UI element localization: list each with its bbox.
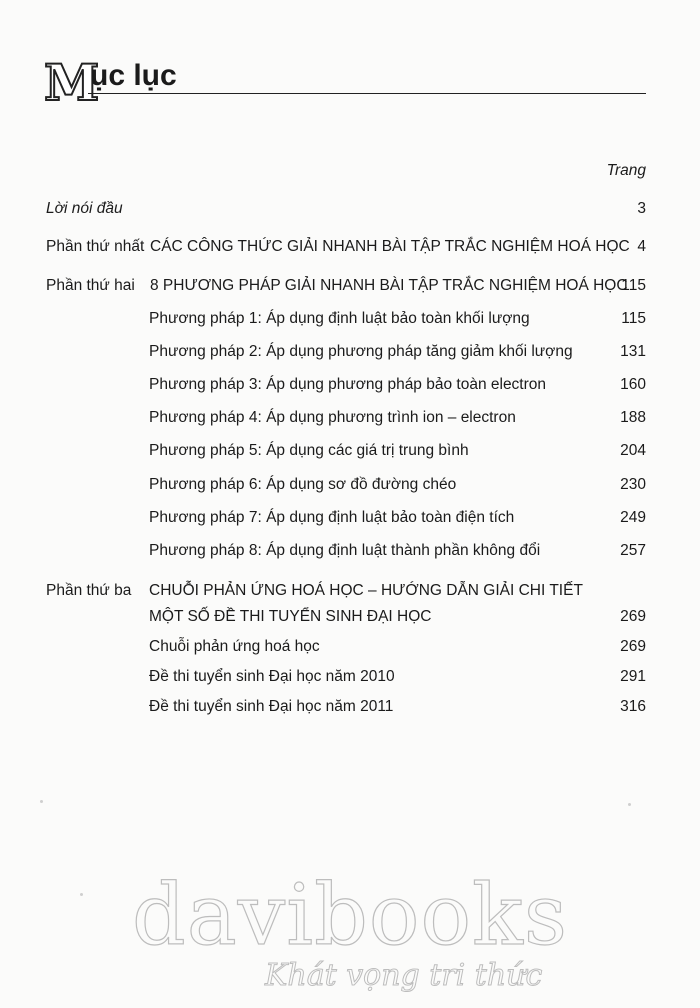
page-column-label: Trang <box>606 162 646 179</box>
toc-subentry[interactable] <box>0 506 700 530</box>
page-number: 115 <box>621 310 646 327</box>
toc-entry-part1[interactable] <box>0 235 700 259</box>
page-number: 3 <box>637 200 646 217</box>
page-number: 230 <box>620 476 646 493</box>
part-title-line1: CHUỖI PHẢN ỨNG HOÁ HỌC – HƯỚNG DẪN GIẢI CHI TIẾT <box>149 582 583 599</box>
page-number: 291 <box>620 668 646 685</box>
subentry-title: Phương pháp 1: Áp dụng định luật bảo toàn khối lượng <box>149 310 530 327</box>
subentry-title: Phương pháp 6: Áp dụng sơ đồ đường chéo <box>149 476 457 493</box>
toc-subentry[interactable] <box>0 695 700 719</box>
part-label: Phần thứ hai <box>46 277 135 294</box>
page-number: 131 <box>620 343 646 360</box>
subentry-title: Đề thi tuyển sinh Đại học năm 2010 <box>149 668 395 685</box>
part-title: CÁC CÔNG THỨC GIẢI NHANH BÀI TẬP TRẮC NGHIỆM HOÁ HỌC <box>150 238 630 255</box>
part-label: Phần thứ nhất <box>46 238 145 255</box>
subentry-title: Phương pháp 4: Áp dụng phương trình ion – electron <box>149 409 516 426</box>
toc-subentry[interactable] <box>0 340 700 364</box>
toc-entry-part3-line2[interactable] <box>0 605 700 629</box>
toc-subentry[interactable] <box>0 635 700 659</box>
page-number: 249 <box>620 509 646 526</box>
watermark-slogan: Khát vọng tri thức <box>265 958 543 993</box>
toc-subentry[interactable] <box>0 539 700 563</box>
page-title: ục lục <box>90 59 177 92</box>
toc-subentry[interactable] <box>0 373 700 397</box>
part-title-line2: MỘT SỐ ĐỀ THI TUYỂN SINH ĐẠI HỌC <box>149 608 432 625</box>
subentry-title: Phương pháp 5: Áp dụng các giá trị trung bình <box>149 442 469 459</box>
page-number: 269 <box>620 608 646 625</box>
part-title: 8 PHƯƠNG PHÁP GIẢI NHANH BÀI TẬP TRẮC NGHIỆM HOÁ HỌC <box>150 277 628 294</box>
toc-subentry[interactable] <box>0 307 700 331</box>
toc-subentry[interactable] <box>0 439 700 463</box>
toc-header <box>44 50 646 110</box>
part-label: Phần thứ ba <box>46 582 132 599</box>
entry-label: Lời nói đầu <box>46 200 123 217</box>
subentry-title: Đề thi tuyển sinh Đại học năm 2011 <box>149 698 394 715</box>
watermark-brand-logo: davibooks <box>131 866 569 964</box>
header-rule <box>88 93 646 94</box>
page-number: 4 <box>637 238 646 255</box>
toc-subentry[interactable] <box>0 665 700 689</box>
page-number: 188 <box>620 409 646 426</box>
paper-speck <box>40 800 43 803</box>
page-number: 204 <box>620 442 646 459</box>
subentry-title: Phương pháp 3: Áp dụng phương pháp bảo toàn electron <box>149 376 547 393</box>
subentry-title: Chuỗi phản ứng hoá học <box>149 638 320 655</box>
subentry-title: Phương pháp 8: Áp dụng định luật thành phần không đổi <box>149 542 541 559</box>
page-number: 257 <box>620 542 646 559</box>
toc-entry-preface[interactable] <box>0 197 700 221</box>
toc-entry-part3[interactable] <box>0 579 700 603</box>
page-number: 316 <box>620 698 646 715</box>
paper-speck <box>628 803 631 806</box>
page-number: 115 <box>621 277 646 294</box>
decorative-initial-letter: M <box>44 53 100 112</box>
subentry-title: Phương pháp 2: Áp dụng phương pháp tăng giảm khối lượng <box>149 343 573 360</box>
page-number: 160 <box>620 376 646 393</box>
page-number: 269 <box>620 638 646 655</box>
subentry-title: Phương pháp 7: Áp dụng định luật bảo toàn điện tích <box>149 509 515 526</box>
toc-entry-part2[interactable] <box>0 274 700 298</box>
toc-subentry[interactable] <box>0 406 700 430</box>
toc-subentry[interactable] <box>0 473 700 497</box>
